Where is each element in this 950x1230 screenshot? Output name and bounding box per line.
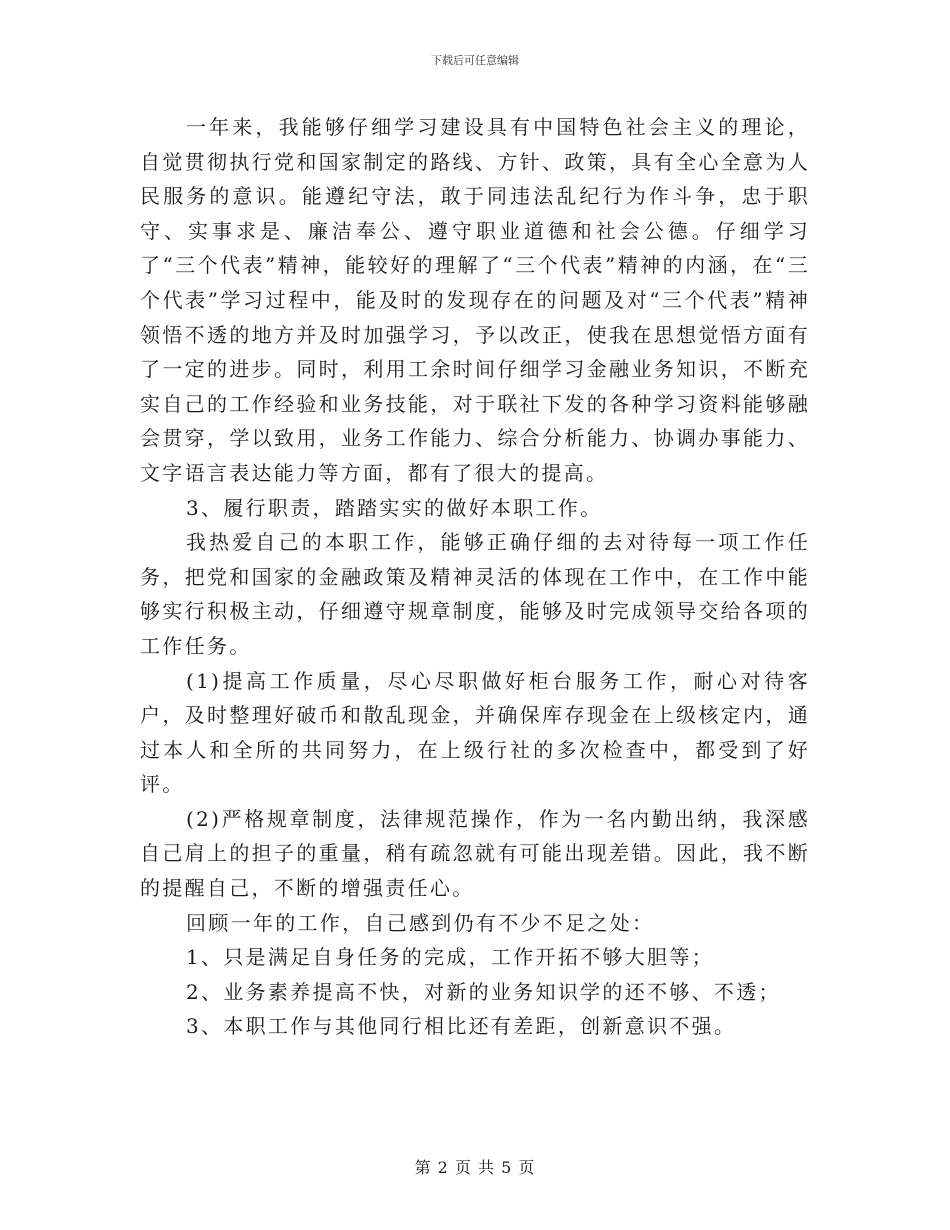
page-number-footer: 第 2 页 共 5 页: [414, 1158, 536, 1177]
paragraph-item-rules: (2)严格规章制度，法律规范操作，作为一名内勤出纳，我深感自己肩上的担子的重量，稍有疏忽就有可能出现差错。因此，我不断的提醒自己，不断的增强责任心。: [140, 806, 810, 901]
list-item-shortcoming-3: 3、本职工作与其他同行相比还有差距，创新意识不强。: [186, 1014, 737, 1039]
paragraph-love-work: 我热爱自己的本职工作，能够正确仔细的去对待每一项工作任务，把党和国家的金融政策及精神灵活的体现在工作中，在工作中能够实行积极主动，仔细遵守规章制度，能够及时完成领导交给各项的工作任务。: [140, 530, 810, 658]
document-body: [140, 110, 810, 1044]
paragraph-study-theory: 一年来，我能够仔细学习建设具有中国特色社会主义的理论，自觉贯彻执行党和国家制定的路线、方针、政策，具有全心全意为人民服务的意识。能遵纪守法，敢于同违法乱纪行为作斗争，忠于职守、实事求是、廉洁奉公、遵守职业道德和社会公德。仔细学习了“三个代表”精神，能较好的理解了“三个代表”精神的内涵，在“三个代表”学习过程中，能及时的发现存在的问题及对“三个代表”精神领悟不透的地方并及时加强学习，予以改正，使我在思想觉悟方面有了一定的进步。同时，利用工余时间仔细学习金融业务知识，不断充实自己的工作经验和业务技能，对于联社下发的各种学习资料能够融会贯穿，学以致用，业务工作能力、综合分析能力、协调办事能力、文字语言表达能力等方面，都有了很大的提高。: [140, 115, 810, 485]
paragraph-item-quality: (1)提高工作质量，尽心尽职做好柜台服务工作，耐心对待客户，及时整理好破币和散乱现金，并确保库存现金在上级核定内，通过本人和全所的共同努力，在上级行社的多次检查中，都受到了好评。: [140, 668, 810, 797]
list-item-shortcoming-2: 2、业务素养提高不快，对新的业务知识学的还不够、不透；: [186, 979, 781, 1004]
list-item-shortcoming-1: 1、只是满足自身任务的完成，工作开拓不够大胆等；: [186, 945, 714, 970]
paragraph-heading-duties: 3、履行职责，踏踏实实的做好本职工作。: [186, 495, 603, 520]
paragraph-review-intro: 回顾一年的工作，自己感到仍有不少不足之处：: [186, 910, 655, 935]
page-header: 下载后可任意编辑: [431, 54, 519, 67]
